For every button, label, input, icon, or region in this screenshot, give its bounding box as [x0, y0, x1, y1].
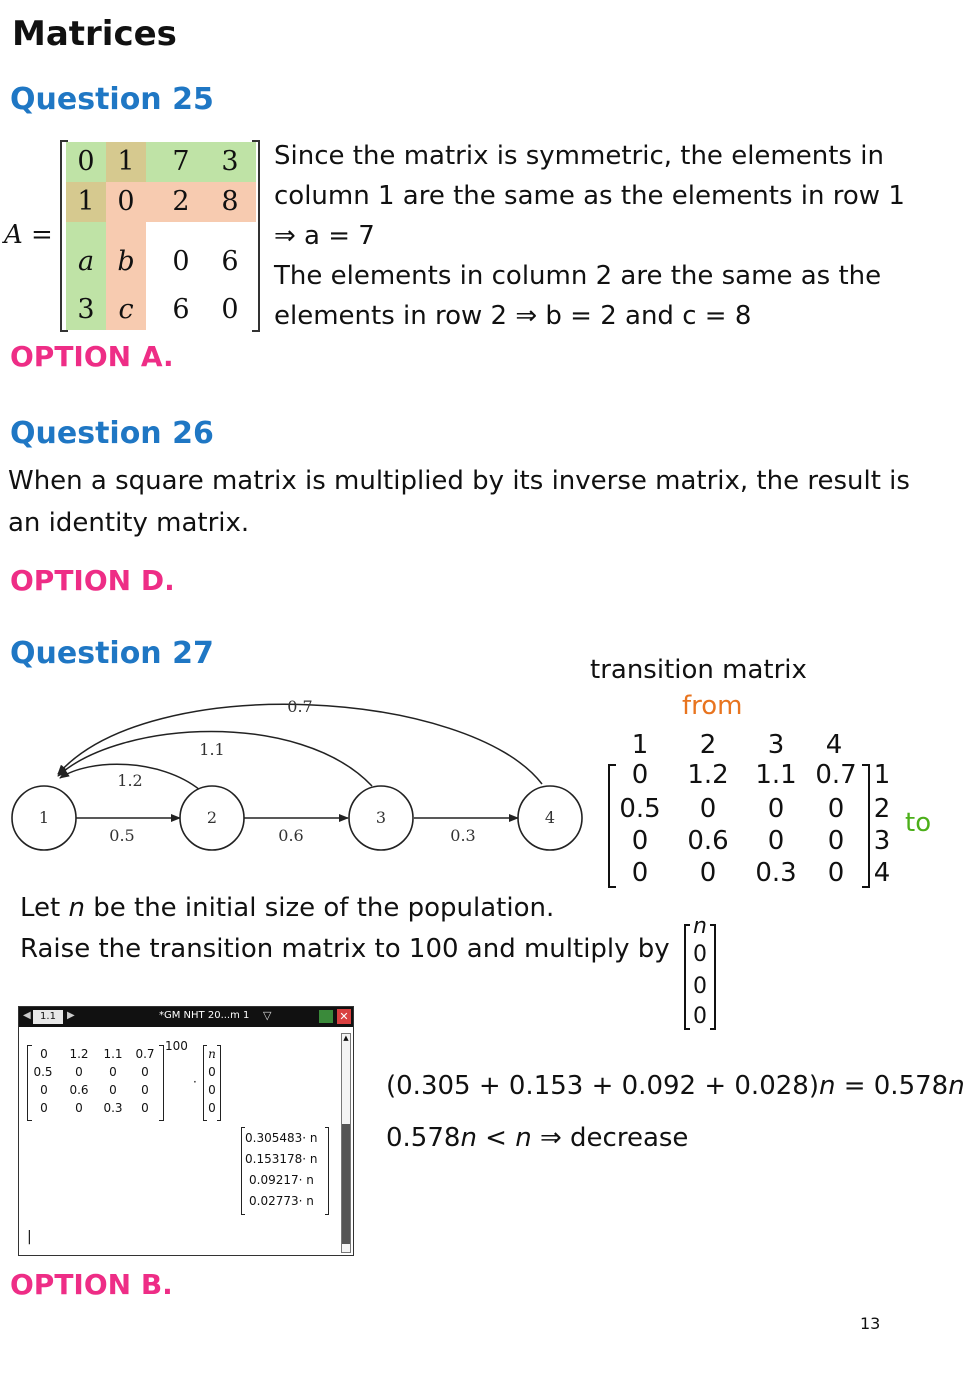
- tm-cell: 0: [767, 794, 785, 824]
- page-title: Matrices: [12, 14, 177, 54]
- calc-vec-cell: n: [208, 1047, 216, 1061]
- calc-cell: 0.7: [135, 1047, 155, 1061]
- question-27-heading: Question 27: [10, 636, 214, 671]
- matrix-a-label: A =: [4, 220, 53, 250]
- calculator-screen: [18, 1006, 354, 1256]
- tm-cell: 1.1: [755, 760, 797, 790]
- calc-cell: 0.3: [103, 1101, 123, 1115]
- edge-label: 1.2: [117, 771, 143, 790]
- calc-cell: 1.1: [103, 1047, 123, 1061]
- calc-result: [241, 1127, 333, 1215]
- text-fragment: be the initial size of the population.: [84, 893, 555, 923]
- row-header: 4: [873, 858, 891, 888]
- calc-cell: 0: [141, 1065, 149, 1079]
- edge-label: 0.6: [278, 826, 304, 845]
- q27-text-1: [20, 888, 554, 928]
- explanation-line: ⇒ a = 7: [274, 221, 375, 251]
- matrix-cell: 1: [117, 146, 135, 177]
- q27-result-line: [386, 1066, 965, 1106]
- document-title: *GM NHT 20...m 1: [159, 1010, 250, 1021]
- text-fragment: Let: [20, 893, 69, 923]
- variable-n: n: [948, 1071, 965, 1101]
- page-number: 13: [860, 1314, 881, 1333]
- edge-label: 0.3: [450, 826, 476, 845]
- tm-cell: 1.2: [687, 760, 729, 790]
- result-cell: 0.153178· n: [245, 1152, 318, 1166]
- matrix-cell: c: [118, 294, 134, 325]
- question-25-heading: Question 25: [10, 82, 214, 117]
- edge-label: 1.1: [199, 740, 225, 759]
- matrix-cell: 3: [77, 294, 95, 325]
- initial-vector: [682, 914, 722, 1034]
- matrix-cell: a: [77, 246, 95, 277]
- matrix-cell: 1: [77, 186, 95, 217]
- transition-matrix-title: transition matrix: [590, 655, 807, 685]
- calc-cell: 0: [109, 1083, 117, 1097]
- tm-cell: 0.3: [755, 858, 797, 888]
- prev-tab-icon[interactable]: ◀: [23, 1010, 31, 1021]
- to-label: to: [905, 808, 932, 838]
- explanation-line: Since the matrix is symmetric, the elements in: [274, 141, 884, 171]
- edge-label: 0.7: [287, 697, 313, 716]
- edge-label: 0.5: [109, 826, 135, 845]
- calc-cell: 0.6: [69, 1083, 89, 1097]
- matrix-cell: 6: [172, 294, 190, 325]
- matrix-cell: b: [117, 246, 135, 277]
- tm-cell: 0: [699, 858, 717, 888]
- calculator-titlebar: [19, 1007, 353, 1027]
- transition-matrix: [606, 730, 906, 890]
- col-header: 3: [767, 730, 785, 760]
- variable-n: n: [818, 1071, 836, 1101]
- matrix-cell: 6: [221, 246, 239, 277]
- tm-cell: 0.5: [619, 794, 661, 824]
- calc-cell: 0.5: [33, 1065, 53, 1079]
- tm-cell: 0: [827, 858, 845, 888]
- q26-line: an identity matrix.: [8, 508, 250, 538]
- calc-cell: 0: [40, 1101, 48, 1115]
- close-icon[interactable]: ✕: [337, 1009, 351, 1024]
- dropdown-icon[interactable]: ▽: [263, 1009, 272, 1022]
- calc-cell: 1.2: [69, 1047, 89, 1061]
- entry-cursor[interactable]: |: [27, 1229, 32, 1245]
- calc-cell: 0: [141, 1083, 149, 1097]
- calc-cell: 0: [40, 1047, 48, 1061]
- q27-compare-line: [386, 1118, 688, 1158]
- result-cell: 0.09217· n: [249, 1173, 314, 1187]
- variable-n: n: [515, 1123, 532, 1153]
- calc-matrix: [27, 1045, 161, 1121]
- variable-n: n: [460, 1123, 477, 1153]
- calc-cell: 0: [141, 1101, 149, 1115]
- col-header: 2: [699, 730, 717, 760]
- right-bracket: [325, 1127, 329, 1215]
- calc-power: 100: [165, 1039, 188, 1053]
- q26-line: When a square matrix is multiplied by its inverse matrix, the result is: [8, 466, 910, 496]
- q27-text-2: Raise the transition matrix to 100 and multiply by: [20, 934, 670, 964]
- variable-n: n: [68, 893, 85, 923]
- q26-text: [8, 460, 910, 544]
- tm-cell: 0: [631, 858, 649, 888]
- calc-cell: 0: [109, 1065, 117, 1079]
- node-label: 3: [375, 808, 387, 827]
- q26-answer: OPTION D.: [10, 564, 175, 597]
- explanation-line: The elements in column 2 are the same as the: [274, 261, 882, 291]
- tm-cell: 0: [827, 794, 845, 824]
- matrix-a: [0, 138, 270, 338]
- row-header: 2: [873, 794, 891, 824]
- explanation-line: elements in row 2 ⇒ b = 2 and c = 8: [274, 301, 752, 331]
- next-tab-icon[interactable]: ▶: [67, 1010, 75, 1021]
- matrix-cell: 0: [172, 246, 190, 277]
- scrollbar[interactable]: [341, 1033, 351, 1253]
- text-fragment: = 0.578: [835, 1071, 949, 1101]
- result-cell: 0.02773· n: [249, 1194, 314, 1208]
- page-tab[interactable]: 1.1: [33, 1010, 63, 1024]
- scroll-thumb[interactable]: [342, 1124, 350, 1244]
- scroll-up-icon[interactable]: ▲: [343, 1034, 349, 1042]
- matrix-cell: 0: [221, 294, 239, 325]
- tm-cell: 0: [699, 794, 717, 824]
- vector-cell: 0: [693, 1004, 707, 1029]
- text-fragment: (0.305 + 0.153 + 0.092 + 0.028): [386, 1071, 819, 1101]
- calc-vector: [203, 1045, 221, 1121]
- col-header: 1: [631, 730, 649, 760]
- vector-cell: 0: [693, 942, 707, 967]
- result-cell: 0.305483· n: [245, 1131, 318, 1145]
- calc-vec-cell: 0: [208, 1101, 216, 1115]
- right-bracket: [710, 924, 716, 1030]
- text-fragment: 0.578: [386, 1123, 461, 1153]
- vector-cell: 0: [693, 974, 707, 999]
- tm-cell: 0: [631, 826, 649, 856]
- node-label: 4: [544, 808, 556, 827]
- col-header: 4: [825, 730, 843, 760]
- tm-cell: 0: [631, 760, 649, 790]
- text-fragment: <: [476, 1123, 516, 1153]
- calc-cell: 0: [75, 1065, 83, 1079]
- node-label: 1: [38, 808, 50, 827]
- matrix-cell: 0: [117, 186, 135, 217]
- row-header: 3: [873, 826, 891, 856]
- matrix-cell: 7: [172, 146, 190, 177]
- tm-cell: 0: [767, 826, 785, 856]
- right-bracket: [159, 1045, 164, 1121]
- calc-cell: 0: [40, 1083, 48, 1097]
- calc-vec-cell: 0: [208, 1083, 216, 1097]
- text-fragment: ⇒ decrease: [531, 1123, 689, 1153]
- matrix-cell: 2: [172, 186, 190, 217]
- right-bracket: [252, 140, 260, 332]
- q27-answer: OPTION B.: [10, 1268, 173, 1301]
- explanation-line: column 1 are the same as the elements in row 1: [274, 181, 905, 211]
- calc-dot: ·: [193, 1075, 197, 1089]
- question-26-heading: Question 26: [10, 416, 214, 451]
- node-label: 2: [206, 808, 218, 827]
- q25-answer: OPTION A.: [10, 340, 174, 373]
- tm-cell: 0: [827, 826, 845, 856]
- matrix-cell: 8: [221, 186, 239, 217]
- tm-cell: 0.7: [815, 760, 857, 790]
- left-bracket: [27, 1045, 32, 1121]
- battery-icon: [319, 1010, 333, 1023]
- life-cycle-graph: [0, 680, 600, 880]
- from-label: from: [682, 691, 743, 721]
- row-header: 1: [873, 760, 891, 790]
- q25-explanation: [274, 136, 905, 336]
- vector-cell: n: [693, 914, 707, 939]
- calc-vec-cell: 0: [208, 1065, 216, 1079]
- matrix-cell: 3: [221, 146, 239, 177]
- calc-cell: 0: [75, 1101, 83, 1115]
- tm-cell: 0.6: [687, 826, 729, 856]
- matrix-cell: 0: [77, 146, 95, 177]
